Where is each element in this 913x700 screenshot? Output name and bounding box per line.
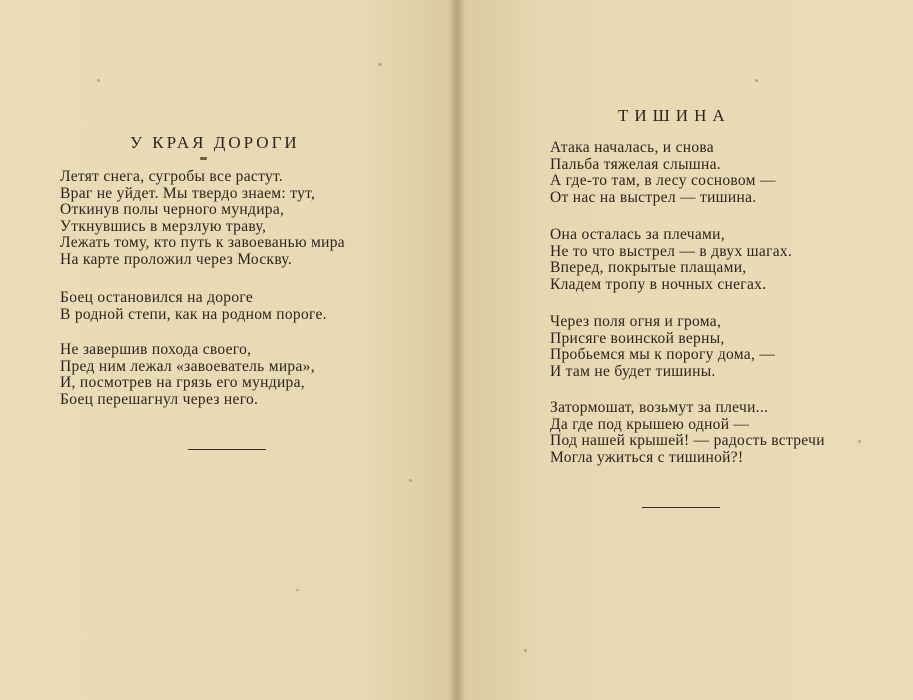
poem-line: Затормошат, возьмут за плечи... [550,399,769,416]
poem-line: Кладем тропу в ночных снегах. [550,275,767,293]
poem-line: Враг не уйдет. Мы твердо знаем: тут, [60,184,316,202]
poem-line: Боец остановился на дороге [60,289,254,306]
poem-line: Присяге воинской верны, [550,329,725,347]
poem-line: В родной степи, как на родном пороге. [60,305,327,323]
right-page [457,0,913,700]
poem-line: Уткнувшись в мерзлую траву, [60,217,267,235]
left-stanza-3 [60,342,315,408]
poem-line: Летят снега, сугробы все растут. [60,168,284,185]
poem-line: От нас на выстрел — тишина. [550,188,757,206]
poem-line: Боец перешагнул через него. [60,390,259,408]
poem-line: Вперед, покрытые плащами, [550,259,747,276]
poem-line: Пробьемся мы к порогу дома, — [550,346,776,363]
poem-line: И, посмотрев на грязь его мундира, [60,374,305,391]
poem-line: Под нашей крышей! — радость встречи [550,432,825,449]
poem-line: Откинув полы черного мундира, [60,201,285,218]
end-rule-right [642,507,720,508]
poem-line: Пред ним лежал «завоеватель мира», [60,357,315,375]
poem-line: Не то что выстрел — в двух шагах. [550,242,793,260]
poem-title-left: У КРАЯ ДОРОГИ [130,133,300,152]
right-stanza-1 [550,140,776,206]
poem-line: Не завершив похода своего, [60,341,252,358]
poem-line: И там не будет тишины. [550,362,716,380]
left-page [0,0,456,700]
poem-line: Она осталась за плечами, [550,226,725,243]
poem-line: Атака началась, и снова [550,139,714,156]
poem-line: На карте проложил через Москву. [60,250,293,268]
end-rule-left [188,449,266,450]
poem-line: Через поля огня и грома, [550,313,722,330]
poem-title-right: ТИШИНА [618,106,731,125]
poem-line: Пальба тяжелая слышна. [550,155,721,173]
right-stanza-2 [550,227,792,293]
poem-line: Могла ужиться с тишиной?! [550,448,744,466]
right-stanza-3 [550,314,775,380]
left-stanza-2 [60,290,327,323]
poem-line: А где-то там, в лесу сосновом — [550,172,776,189]
right-stanza-4 [550,400,825,466]
poem-line: Лежать тому, кто путь к завоеванью мира [60,234,345,251]
left-stanza-1 [60,169,345,268]
poem-line: Да где под крышею одной — [550,415,750,433]
